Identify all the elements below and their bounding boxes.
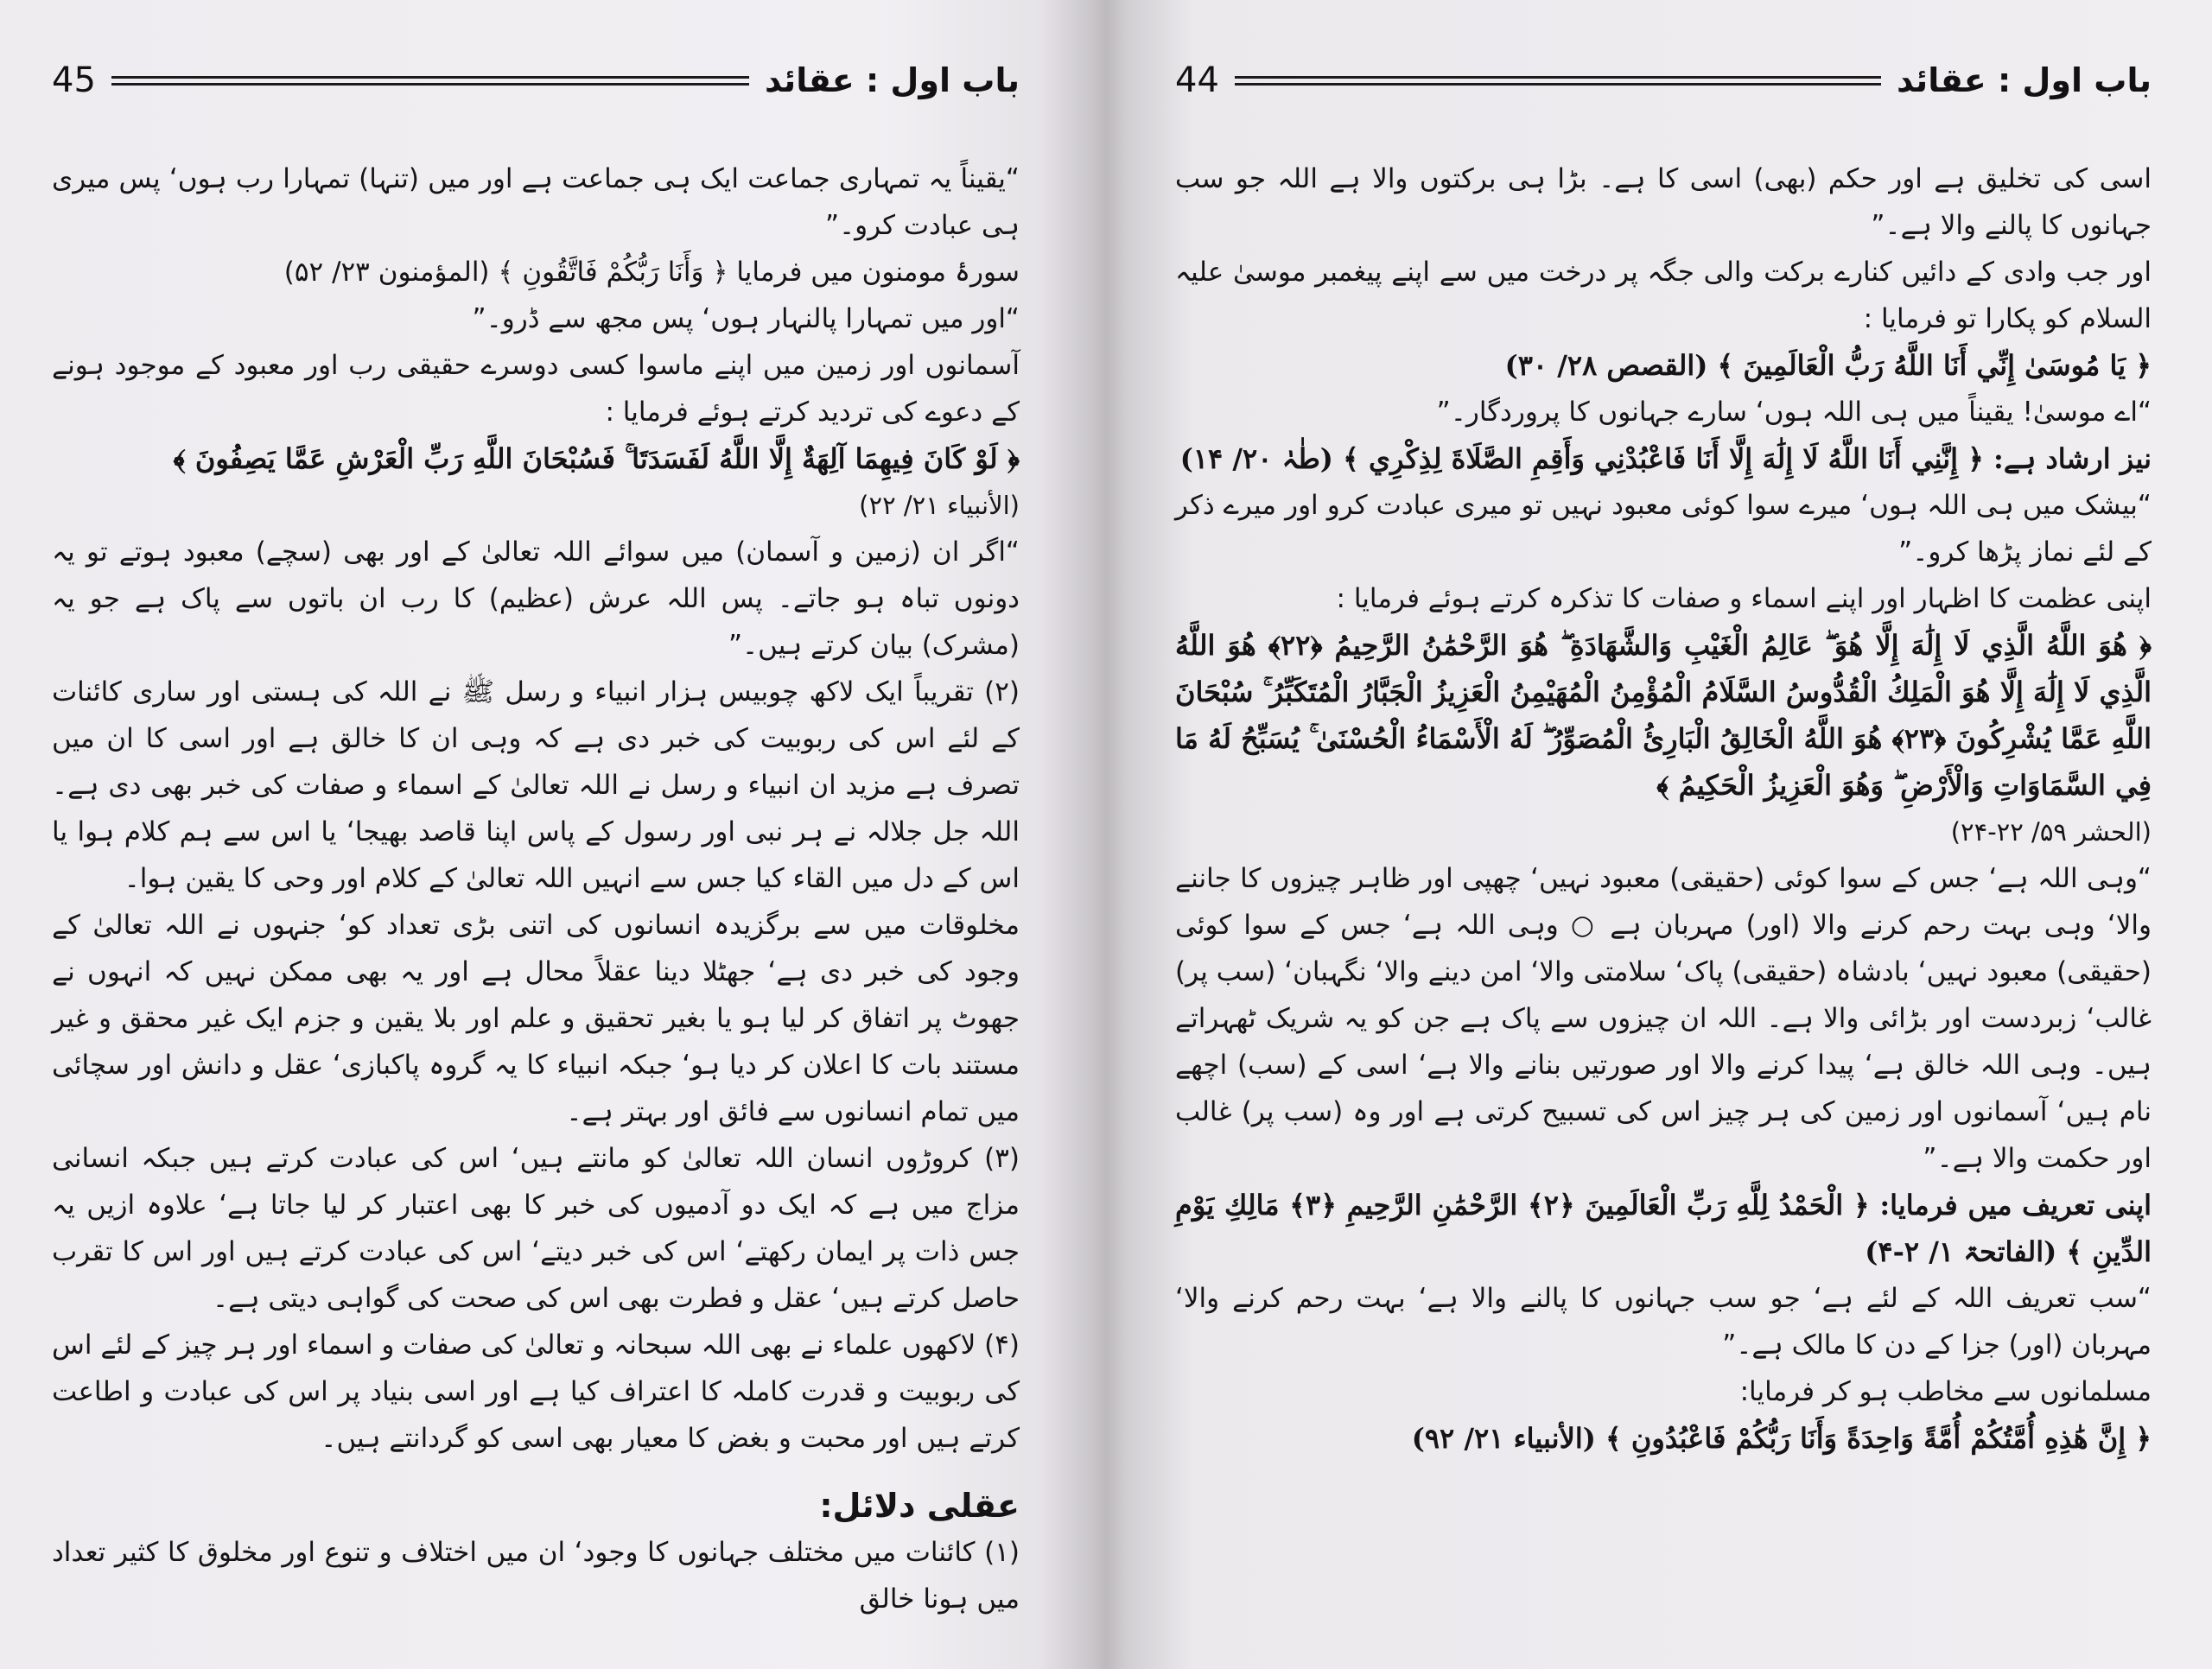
text-paragraph: (۲) تقریباً ایک لاکھ چوبیس ہزار انبیاء و رسل ﷺ نے اللہ کی ہستی اور ساری کائنات کے لئے اس کی ربوبیت کی خبر دی ہے کہ وہی ان کا خالق ہے اور اسی کا ان میں تصرف ہے مزید ان انبیاء و رسل نے اللہ تعالیٰ کے اسماء و صفات کی خبر بھی دی ہے۔ اللہ جل جلالہ نے ہر نبی اور رسول کے پاس اپنا قاصد بھیجا‘ یا اس سے ہم کلام ہوا یا اس کے دل میں القاء کیا جس سے انہیں اللہ تعالیٰ کے کلام اور وحی کا یقین ہوا۔ [52, 676, 1020, 894]
arabic-verse: نیز ارشاد ہے: ﴿ إِنَّنِي أَنَا اللَّهُ لَا إِلَٰهَ إِلَّا أَنَا فَاعْبُدْنِي وَأَقِمِ الصَّلَاةَ لِذِكْرِي ﴾ (طٰہٰ ۲۰/ ۱۴) [1179, 442, 2152, 475]
translation-paragraph: “یقیناً یہ تمہاری جماعت ایک ہی جماعت ہے اور میں (تنہا) تمہارا رب ہوں‘ پس میری ہی عبادت کرو۔” [52, 163, 1020, 241]
quote-intro-paragraph: سورۂ مومنون میں فرمایا ﴿ وَأَنَا رَبُّكُمْ فَاتَّقُونِ ﴾ (المؤمنون ۲۳/ ۵۲) [283, 257, 1020, 288]
left-page [0, 0, 1097, 1669]
header-rule [111, 76, 749, 90]
translation-paragraph: “سب تعریف اللہ کے لئے ہے‘ جو سب جہانوں کا پالنے والا ہے‘ بہت رحم کرنے والا‘ مہربان (اور) جزا کے دن کا مالک ہے۔” [1175, 1283, 2152, 1361]
text-paragraph: اور جب وادی کے دائیں کنارے برکت والی جگہ پر درخت میں سے اپنے پیغمبر موسیٰ علیہ السلام کو پکارا تو فرمایا : [1175, 257, 2152, 334]
header-rule [1235, 76, 1881, 90]
arabic-verse: ﴿ يَا مُوسَىٰ إِنِّي أَنَا اللَّهُ رَبُّ الْعَالَمِينَ ﴾ (القصص ۲۸/ ۳۰) [1504, 349, 2152, 382]
translation-paragraph: “وہی اللہ ہے‘ جس کے سوا کوئی (حقیقی) معبود نہیں‘ چھپی اور ظاہر چیزوں کا جاننے والا‘ وہی بہت رحم کرنے والا (اور) مہربان ہے ○ وہی اللہ ہے‘ جس کے سوا کوئی (حقیقی) معبود نہیں‘ بادشاہ (حقیقی) پاک‘ سلامتی والا‘ امن دینے والا‘ نگہبان‘ (سب پر) غالب‘ زبردست اور بڑائی والا ہے۔ اللہ ان چیزوں سے پاک ہے جن کو یہ شریک ٹھہراتے ہیں۔ وہی اللہ خالق ہے‘ پیدا کرنے والا اور صورتیں بنانے والا ہے‘ اسی کے (سب) اچھے نام ہیں‘ آسمانوں اور زمین کی ہر چیز اس کی تسبیح کرتی ہے اور وہ (سب پر) غالب اور حکمت والا ہے۔” [1175, 863, 2152, 1174]
page-body [52, 155, 1020, 1622]
arabic-verse: ﴿ لَوْ كَانَ فِيهِمَا آلِهَةٌ إِلَّا اللَّهُ لَفَسَدَتَا ۚ فَسُبْحَانَ اللَّهِ رَبِّ الْعَرْشِ عَمَّا يَصِفُونَ ﴾ [173, 442, 1020, 475]
translation-paragraph: “اے موسیٰ! یقیناً میں ہی اللہ ہوں‘ سارے جہانوں کا پروردگار۔” [1436, 397, 2152, 428]
translation-paragraph: “اور میں تمہارا پالنہار ہوں‘ پس مجھ سے ڈرو۔” [472, 303, 1020, 334]
text-paragraph: مسلمانوں سے مخاطب ہو کر فرمایا: [1739, 1376, 2152, 1407]
arabic-verse: اپنی تعریف میں فرمایا: ﴿ الْحَمْدُ لِلَّهِ رَبِّ الْعَالَمِينَ ﴿٢﴾ الرَّحْمَٰنِ الرَّحِيمِ ﴿٣﴾ مَالِكِ يَوْمِ الدِّينِ ﴾ (الفاتحۃ ۱/ ۲-۴) [1175, 1189, 2152, 1268]
page-number: 45 [52, 60, 96, 100]
text-paragraph: (۴) لاکھوں علماء نے بھی اللہ سبحانہ و تعالیٰ کی صفات و اسماء اور ہر چیز کے لئے اس کی ربوبیت و قدرت کاملہ کا اعتراف کیا ہے اور اسی بنیاد پر اس کی عبادت و اطاعت کرتے ہیں اور محبت و بغض کا معیار بھی اسی کو گردانتے ہیں۔ [52, 1329, 1020, 1454]
chapter-title: باب اول : عقائد [1896, 61, 2152, 99]
page-number: 44 [1175, 60, 1219, 100]
arabic-verse: ﴿ إِنَّ هَٰذِهِ أُمَّتُكُمْ أُمَّةً وَاحِدَةً وَأَنَا رَبُّكُمْ فَاعْبُدُونِ ﴾ (الأنبياء ۲۱/ ۹۲) [1411, 1422, 2152, 1455]
chapter-title: باب اول : عقائد [764, 61, 1020, 99]
text-paragraph: مخلوقات میں سے برگزیدہ انسانوں کی اتنی بڑی تعداد کو‘ جنہوں نے اللہ تعالیٰ کے وجود کی خبر دی ہے‘ جھٹلا دینا عقلاً محال ہے اور یہ بھی ممکن نہیں کہ انہوں نے جھوٹ پر اتفاق کر لیا ہو یا بغیر تحقیق و علم اور بلا یقین و جزم ایک غیر محقق و غیر مستند بات کا اعلان کر دیا ہو‘ جبکہ انبیاء کا یہ گروہ پاکبازی‘ عقل و دانش اور سچائی میں تمام انسانوں سے فائق اور بہتر ہے۔ [52, 910, 1020, 1127]
right-page [1123, 0, 2212, 1669]
page-body [1175, 155, 2152, 1462]
section-heading: عقلی دلائل: [819, 1487, 1020, 1525]
verse-reference: (الأنبياء ۲۱/ ۲۲) [859, 491, 1020, 520]
text-paragraph: آسمانوں اور زمین میں اپنے ماسوا کسی دوسرے حقیقی رب اور معبود کے موجود ہونے کے دعوے کی تردید کرتے ہوئے فرمایا : [52, 350, 1020, 428]
arabic-verse: ﴿ هُوَ اللَّهُ الَّذِي لَا إِلَٰهَ إِلَّا هُوَ ۖ عَالِمُ الْغَيْبِ وَالشَّهَادَةِ ۖ هُوَ الرَّحْمَٰنُ الرَّحِيمُ ﴿٢٢﴾ هُوَ اللَّهُ الَّذِي لَا إِلَٰهَ إِلَّا هُوَ الْمَلِكُ الْقُدُّوسُ السَّلَامُ الْمُؤْمِنُ الْمُهَيْمِنُ الْعَزِيزُ الْجَبَّارُ الْمُتَكَبِّرُ ۚ سُبْحَانَ اللَّهِ عَمَّا يُشْرِكُونَ ﴿٢٣﴾ هُوَ اللَّهُ الْخَالِقُ الْبَارِئُ الْمُصَوِّرُ ۖ لَهُ الْأَسْمَاءُ الْحُسْنَىٰ ۚ يُسَبِّحُ لَهُ مَا فِي السَّمَاوَاتِ وَالْأَرْضِ ۖ وَهُوَ الْعَزِيزُ الْحَكِيمُ ﴾ [1175, 629, 2152, 802]
running-header [1175, 60, 2152, 155]
text-paragraph: (۳) کروڑوں انسان اللہ تعالیٰ کو مانتے ہیں‘ اس کی عبادت کرتے ہیں جبکہ انسانی مزاج میں ہے کہ ایک دو آدمیوں کی خبر کا بھی اعتبار کر لیا جاتا ہے‘ علاوہ ازیں یہ جس ذات پر ایمان رکھتے‘ اس کی خبر دیتے‘ اس کی عبادت کرتے ہیں اور اس کا تقرب حاصل کرتے ہیں‘ عقل و فطرت بھی اس کی صحت کی گواہی دیتی ہے۔ [52, 1143, 1020, 1314]
text-paragraph: اپنی عظمت کا اظہار اور اپنے اسماء و صفات کا تذکرہ کرتے ہوئے فرمایا : [1336, 583, 2152, 614]
running-header [52, 60, 1020, 155]
translation-paragraph: “بیشک میں ہی اللہ ہوں‘ میرے سوا کوئی معبود نہیں تو میری عبادت کرو اور میرے ذکر کے لئے نماز پڑھا کرو۔” [1175, 490, 2152, 568]
translation-paragraph: اسی کی تخلیق ہے اور حکم (بھی) اسی کا ہے۔ بڑا ہی برکتوں والا ہے اللہ جو سب جہانوں کا پالنے والا ہے۔” [1175, 163, 2152, 241]
text-paragraph: (۱) کائنات میں مختلف جہانوں کا وجود‘ ان میں اختلاف و تنوع اور مخلوق کا کثیر تعداد میں ہونا خالق [52, 1537, 1020, 1615]
verse-reference: (الحشر ۵۹/ ۲۲-۲۴) [1950, 817, 2152, 847]
translation-paragraph: “اگر ان (زمین و آسمان) میں سوائے اللہ تعالیٰ کے اور بھی (سچے) معبود ہوتے تو یہ دونوں تباہ ہو جاتے۔ پس اللہ عرش (عظیم) کا رب ان باتوں سے پاک ہے جو یہ (مشرک) بیان کرتے ہیں۔” [52, 536, 1020, 661]
